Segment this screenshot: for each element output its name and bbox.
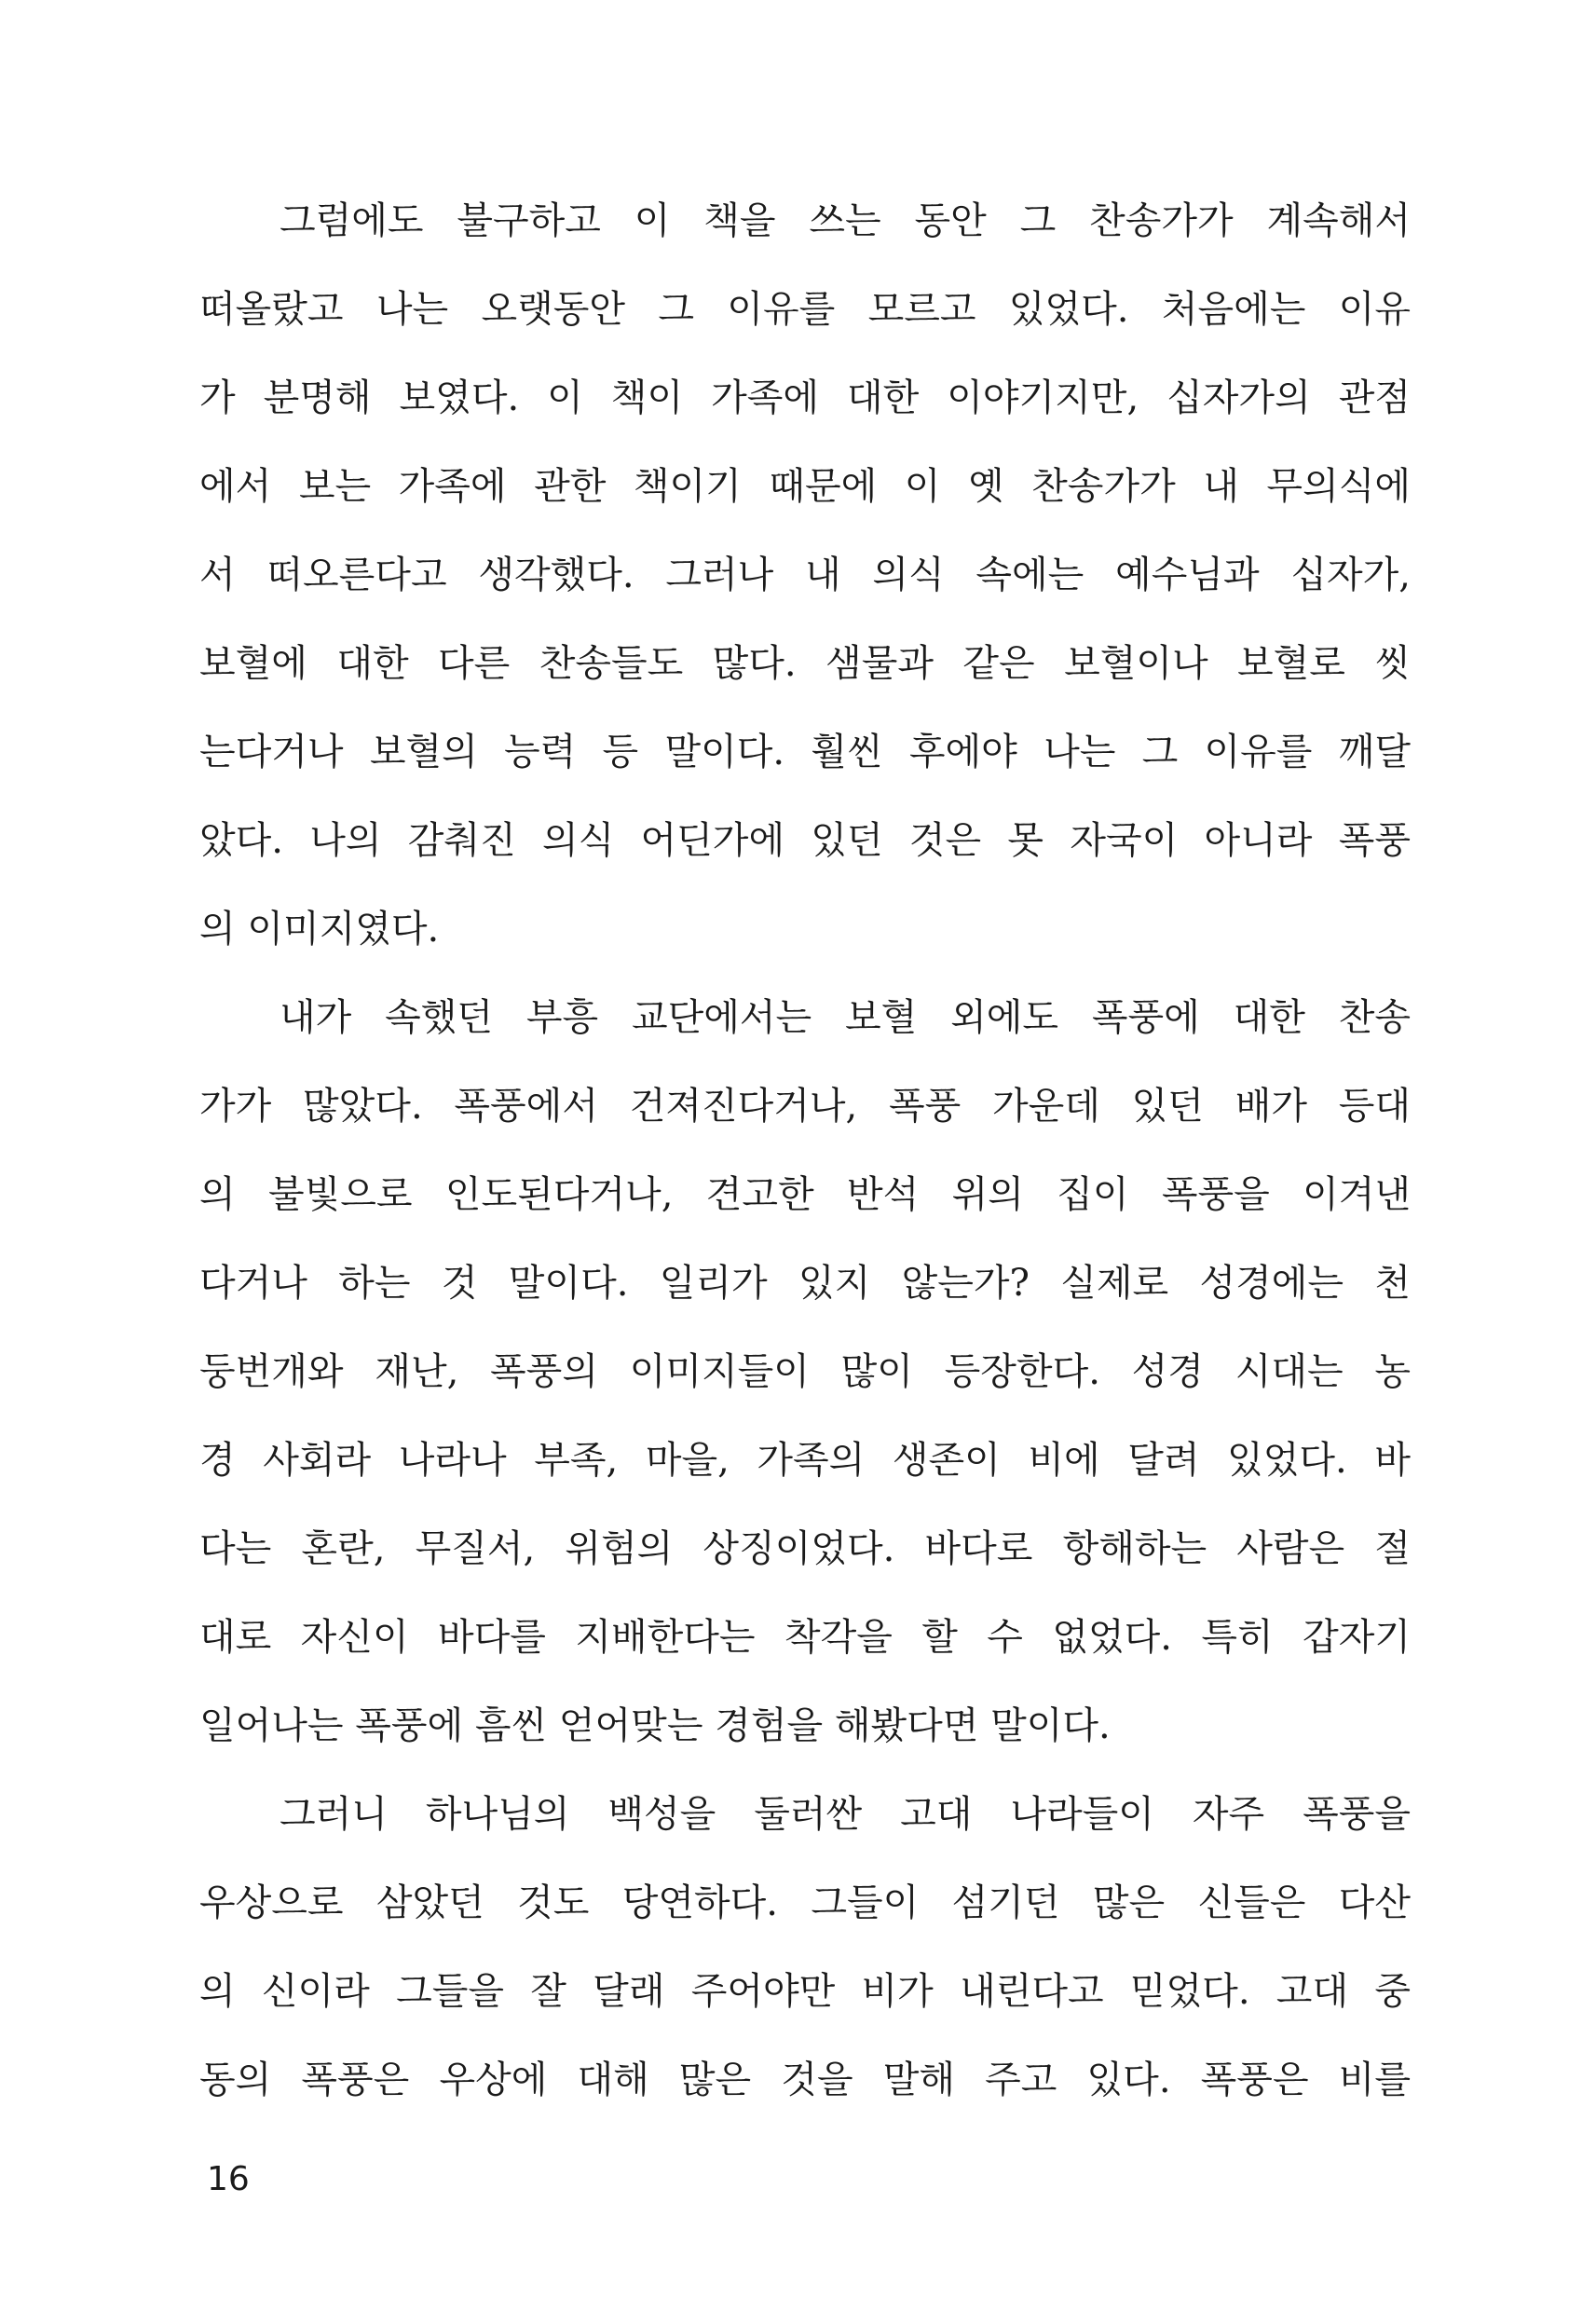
- paragraph-2: [199, 974, 1411, 1771]
- text-line: 았다. 나의 감춰진 의식 어딘가에 있던 것은 못 자국이 아니라 폭풍: [199, 819, 1411, 862]
- text-line: 가 분명해 보였다. 이 책이 가족에 대한 이야기지만, 십자가의 관점: [199, 376, 1411, 419]
- text-line: 우상으로 삼았던 것도 당연하다. 그들이 섬기던 많은 신들은 다산: [199, 1881, 1411, 1924]
- paragraph-1: [199, 177, 1411, 974]
- text-line: 동의 폭풍은 우상에 대해 많은 것을 말해 주고 있다. 폭풍은 비를: [199, 2059, 1411, 2101]
- text-line: 다거나 하는 것 말이다. 일리가 있지 않는가? 실제로 성경에는 천: [199, 1262, 1411, 1305]
- text-line: 가가 많았다. 폭풍에서 건져진다거나, 폭풍 가운데 있던 배가 등대: [199, 1085, 1411, 1128]
- text-line: 내가 속했던 부흥 교단에서는 보혈 외에도 폭풍에 대한 찬송: [280, 996, 1411, 1039]
- text-line: 다는 혼란, 무질서, 위험의 상징이었다. 바다로 항해하는 사람은 절: [199, 1527, 1411, 1570]
- text-line: 의 불빛으로 인도된다거나, 견고한 반석 위의 집이 폭풍을 이겨낸: [199, 1173, 1411, 1216]
- text-line: 서 떠오른다고 생각했다. 그러나 내 의식 속에는 예수님과 십자가,: [199, 554, 1411, 596]
- body-text: [199, 177, 1411, 2125]
- text-line: 의 신이라 그들을 잘 달래 주어야만 비가 내린다고 믿었다. 고대 중: [199, 1970, 1411, 2013]
- text-line: 보혈에 대한 다른 찬송들도 많다. 샘물과 같은 보혈이나 보혈로 씻: [199, 642, 1411, 685]
- text-line: 는다거나 보혈의 능력 등 말이다. 훨씬 후에야 나는 그 이유를 깨달: [199, 731, 1411, 773]
- text-line: 경 사회라 나라나 부족, 마을, 가족의 생존이 비에 달려 있었다. 바: [199, 1439, 1411, 1482]
- text-line: 에서 보는 가족에 관한 책이기 때문에 이 옛 찬송가가 내 무의식에: [199, 465, 1411, 508]
- text-line: 일어나는 폭풍에 흠씬 얻어맞는 경험을 해봤다면 말이다.: [199, 1704, 1111, 1747]
- text-line: 둥번개와 재난, 폭풍의 이미지들이 많이 등장한다. 성경 시대는 농: [199, 1350, 1411, 1393]
- text-line: 의 이미지였다.: [199, 908, 440, 951]
- text-line: 떠올랐고 나는 오랫동안 그 이유를 모르고 있었다. 처음에는 이유: [199, 288, 1411, 331]
- text-line: 그럼에도 불구하고 이 책을 쓰는 동안 그 찬송가가 계속해서: [280, 199, 1411, 242]
- text-line: 그러니 하나님의 백성을 둘러싼 고대 나라들이 자주 폭풍을: [280, 1793, 1411, 1836]
- paragraph-3: [199, 1771, 1411, 2125]
- page-number: 16: [207, 2160, 250, 2198]
- text-line: 대로 자신이 바다를 지배한다는 착각을 할 수 없었다. 특히 갑자기: [199, 1616, 1411, 1659]
